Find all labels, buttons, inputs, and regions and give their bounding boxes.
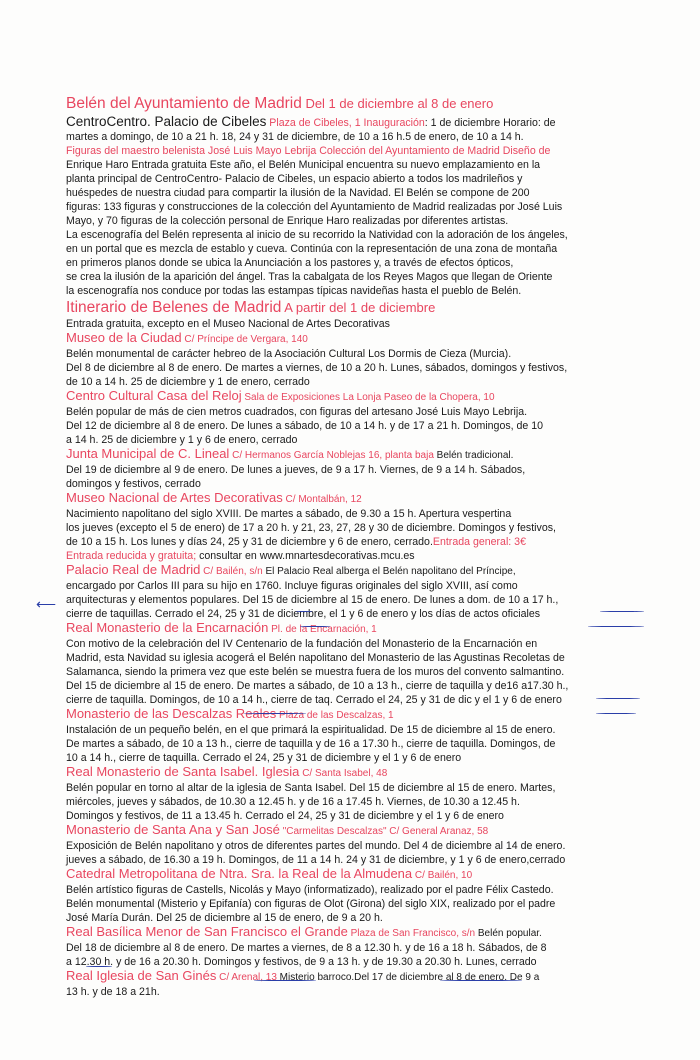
entry-name: Centro Cultural Casa del Reloj bbox=[66, 388, 242, 403]
entry-name: Real Monasterio de la Encarnación bbox=[66, 620, 269, 635]
entry-title-line bbox=[66, 491, 666, 507]
text-line: Enrique Haro Entrada gratuita Este año, el Belén Municipal encuentra su nuevo emplazamiento en la bbox=[66, 159, 541, 171]
text-line: Exposición de Belén napolitano y otros de diferentes partes del mundo. Del 4 de diciembre al 14 de enero. bbox=[66, 840, 566, 852]
text-line: encargado por Carlos III para su hijo en 1760. Incluye figuras originales del siglo XVIII, así como bbox=[66, 580, 518, 592]
entry-name: Palacio Real de Madrid bbox=[66, 562, 201, 577]
entry-name: Junta Municipal de C. Lineal bbox=[66, 446, 230, 461]
text-line: De martes a sábado, de 10 a 13 h., cierre de taquilla y de 16 a 17.30 h., cierre de taquilla. Domingos, de bbox=[66, 738, 556, 750]
text-line: de 10 a 14 h. 25 de diciembre y 1 de enero, cerrado bbox=[66, 376, 310, 388]
text-line: en un portal que es mezcla de establo y cueva. Continúa con la representación de una zona de montaña bbox=[66, 243, 558, 255]
pen-underline bbox=[440, 980, 522, 981]
entry-address: C/ Hermanos García Noblejas 16, planta baja bbox=[229, 450, 434, 461]
entry-address: "Carmelitas Descalzas" C/ General Aranaz, 58 bbox=[279, 826, 489, 837]
text-line: en primeros planos donde se ubica la Anunciación a los pastores y, a través de efectos ópticos, bbox=[66, 257, 514, 269]
pen-arrow-mark: ⟵ bbox=[36, 596, 57, 612]
entry-address: C/ Santa Isabel, 48 bbox=[299, 768, 388, 779]
entry-title-line bbox=[66, 563, 666, 579]
pen-underline bbox=[254, 980, 316, 981]
text-line: José María Durán. Del 25 de diciembre al 15 de enero, de 9 a 20 h. bbox=[66, 912, 383, 924]
text-line-with-price bbox=[66, 535, 666, 549]
entry-almudena bbox=[66, 867, 666, 925]
entry-inline-text: Belén tradicional. bbox=[433, 450, 514, 461]
entry-address: C/ Arenal, 13 bbox=[216, 972, 277, 983]
itinerary-title-line bbox=[66, 298, 666, 317]
entry-title-line bbox=[66, 447, 666, 463]
entry-name: Real Basílica Menor de San Francisco el Grande bbox=[66, 924, 348, 939]
text-line: Salamanca, siendo la primera vez que este belén se muestra fuera de los muros del convento salmantino. bbox=[66, 666, 565, 678]
text-line: jueves a sábado, de 16.30 a 19 h. Domingos, de 11 a 14 h. 24 y 31 de diciembre, y 1 y 6 de enero,cerrado bbox=[66, 854, 566, 866]
text-line: figuras: 133 figuras y construcciones de la colección del Ayuntamiento de Madrid realizadas por José Luis bbox=[66, 201, 563, 213]
section-dates: Del 1 de diciembre al 8 de enero bbox=[301, 96, 494, 111]
text-line: los jueves (excepto el 5 de enero) de 17 a 20 h. y 21, 23, 27, 28 y 30 de diciembre. Domingos y festivos, bbox=[66, 522, 556, 534]
itinerary-note: Entrada gratuita, excepto en el Museo Nacional de Artes Decorativas bbox=[66, 318, 390, 330]
entry-casa-reloj bbox=[66, 389, 666, 447]
text-line: Instalación de un pequeño belén, en el que primará la espiritualidad. De 15 de diciembre al 15 de enero. bbox=[66, 724, 556, 736]
text-line: Belén artístico figuras de Castells, Nicolás y Mayo (informatizado), realizado por el padre Félix Castedo. bbox=[66, 884, 554, 896]
entry-palacio-real bbox=[66, 563, 666, 621]
pen-underline bbox=[300, 626, 330, 627]
document-page bbox=[66, 94, 666, 999]
text-line: domingos y festivos, cerrado bbox=[66, 478, 201, 490]
text-line: Nacimiento napolitano del siglo XVIII. De martes a sábado, de 9.30 a 15 h. Apertura vespertina bbox=[66, 508, 512, 520]
entry-encarnacion bbox=[66, 621, 666, 707]
text-line: miércoles, jueves y sábados, de 10.30 a 12.45 h. y de 16 a 17.45 h. Viernes, de 10.30 a 12.45 h. bbox=[66, 796, 520, 808]
text-line: Mayo, y 70 figuras de la colección personal de Enrique Haro realizadas por diferentes artistas. bbox=[66, 215, 509, 227]
entry-address: Plaza de San Francisco, s/n bbox=[347, 928, 476, 939]
venue-address: Plaza de Cibeles, 1 Inauguración bbox=[266, 117, 425, 129]
entry-title-line bbox=[66, 707, 666, 723]
section-belen-ayuntamiento bbox=[66, 94, 666, 298]
text-line: cierre de taquillas. Cerrado el 24, 25 y 31 de diciembre, el 1 y 6 de enero y los días de actos oficiales bbox=[66, 608, 541, 620]
entry-title-line bbox=[66, 969, 666, 985]
text-line: arquitecturas y elementos populares. Del 15 de diciembre al 15 de enero. De lunes a dom. de 10 a 17 h., bbox=[66, 594, 559, 606]
entry-address: C/ Bailén, s/n bbox=[200, 566, 263, 577]
text-line: Figuras del maestro belenista José Luis Mayo Lebrija Colección del Ayuntamiento de Madrid Diseño de bbox=[66, 145, 551, 157]
text-line: Del 15 de diciembre al 15 de enero. De martes a sábado, de 10 a 13 h., cierre de taquilla y de16 a17.30 h., bbox=[66, 680, 569, 692]
entry-artes-decorativas bbox=[66, 491, 666, 563]
entry-museo-ciudad bbox=[66, 331, 666, 389]
website-text: consultar en www.mnartesdecorativas.mcu.es bbox=[196, 550, 415, 562]
text-line: la escenografía nos conduce por todas las estampas típicas navideñas hasta el pueblo de Belén. bbox=[66, 285, 522, 297]
text-line: se crea la ilusión de la aparición del ángel. Tras la cabalgata de los Reyes Magos que llegan de Oriente bbox=[66, 271, 553, 283]
text-line: Belén monumental de carácter hebreo de la Asociación Cultural Los Dormis de Cieza (Murcia). bbox=[66, 348, 512, 360]
entry-name: Museo Nacional de Artes Decorativas bbox=[66, 490, 283, 505]
pen-underline bbox=[296, 611, 312, 612]
itinerary-header bbox=[66, 298, 666, 331]
pen-underline bbox=[588, 626, 644, 627]
price-reduced: Entrada reducida y gratuita; bbox=[66, 550, 197, 562]
entry-name: Monasterio de Santa Ana y San José bbox=[66, 822, 280, 837]
text-line: Belén popular de más de cien metros cuadrados, con figuras del artesano José Luis Mayo Lebrija. bbox=[66, 406, 528, 418]
text-line: planta principal de CentroCentro- Palacio de Cibeles, un espacio abierto a todos los madrileños y bbox=[66, 173, 523, 185]
text-line: Del 8 de diciembre al 8 de enero. De martes a viernes, de 10 a 20 h. Lunes, sábados, domingos y festivos, bbox=[66, 362, 568, 374]
itinerary-dates: A partir del 1 de diciembre bbox=[281, 300, 436, 315]
text-line: Domingos y festivos, de 11 a 13.45 h. Cerrado el 24, 25 y 31 de diciembre y el 1 y 6 de enero bbox=[66, 810, 504, 822]
text-line: Belén popular en torno al altar de la iglesia de Santa Isabel. Del 15 de diciembre al 15 de enero. Martes, bbox=[66, 782, 556, 794]
entry-inline-text: Misterio barroco.Del 17 de diciembre al 8 de enero. De 9 a bbox=[276, 972, 540, 983]
text-line: Con motivo de la celebración del IV Centenario de la fundación del Monasterio de la Encarnación en bbox=[66, 638, 538, 650]
entry-title-line bbox=[66, 925, 666, 941]
entry-title-line bbox=[66, 331, 666, 347]
text-line: Belén monumental (Misterio y Epifanía) con figuras de Olot (Girona) del siglo XIX, realizado por el padre bbox=[66, 898, 556, 910]
pen-underline bbox=[596, 698, 640, 699]
text-line: a 14 h. 25 de diciembre y 1 y 6 de enero, cerrado bbox=[66, 434, 298, 446]
entry-san-gines bbox=[66, 969, 666, 999]
text-line: martes a domingo, de 10 a 21 h. 18, 24 y 31 de diciembre, de 10 a 16 h.5 de enero, de 10 a 14 h. bbox=[66, 131, 524, 143]
text-line: : 1 de diciembre Horario: de bbox=[424, 117, 556, 129]
text-line: huéspedes de nuestra ciudad para compartir la ilusión de la Navidad. El Belén se compone de 200 bbox=[66, 187, 530, 199]
text-line-reduced bbox=[66, 549, 666, 563]
text-line: Del 18 de diciembre al 8 de enero. De martes a viernes, de 8 a 12.30 h. y de 16 a 18 h. Sábados, de 8 bbox=[66, 942, 547, 954]
entry-descalzas-reales bbox=[66, 707, 666, 765]
entry-inline-text: Belén popular. bbox=[475, 928, 542, 939]
venue-name: CentroCentro. Palacio de Cibeles bbox=[66, 114, 267, 129]
text-segment: de 10 a 15 h. Los lunes y días 24, 25 y 31 de diciembre y 6 de enero, cerrado. bbox=[66, 536, 433, 548]
venue-line bbox=[66, 113, 666, 130]
entry-name: Real Iglesia de San Ginés bbox=[66, 968, 217, 983]
entry-santa-isabel bbox=[66, 765, 666, 823]
section-title: Belén del Ayuntamiento de Madrid bbox=[66, 95, 302, 112]
entry-name: Real Monasterio de Santa Isabel. Iglesia bbox=[66, 764, 300, 779]
entry-title-line bbox=[66, 389, 666, 405]
pen-underline bbox=[600, 611, 644, 612]
section-title-line bbox=[66, 94, 666, 113]
text-line: La escenografía del Belén representa al inicio de su recorrido la Natividad con la adoración de los ángeles, bbox=[66, 229, 568, 241]
text-line: Del 12 de diciembre al 8 de enero. De lunes a sábado, de 10 a 14 h. y de 17 a 21 h. Domingos, de 10 bbox=[66, 420, 544, 432]
pen-underline bbox=[596, 713, 636, 714]
entry-address: C/ Montalbán, 12 bbox=[282, 494, 362, 505]
text-line: 13 h. y de 18 a 21h. bbox=[66, 986, 160, 998]
entry-inline-text: El Palacio Real alberga el Belén napolitano del Príncipe, bbox=[262, 566, 516, 577]
text-line: cierre de taquilla. Domingos, de 10 a 14 h., cierre de taq. Cerrado el 24, 25 y 31 de dic y el 1 y 6 de enero bbox=[66, 694, 562, 706]
entry-title-line bbox=[66, 823, 666, 839]
itinerary-title: Itinerario de Belenes de Madrid bbox=[66, 299, 282, 316]
text-line: a 12.30 h. y de 16 a 20.30 h. Domingos y festivos, de 9 a 13 h. y de 19.30 a 20.30 h. Lunes, cerrado bbox=[66, 956, 537, 968]
entry-title-line bbox=[66, 621, 666, 637]
entry-address: Plaza de las Descalzas, 1 bbox=[276, 710, 394, 721]
entry-address: Sala de Exposiciones La Lonja Paseo de la Chopera, 10 bbox=[241, 392, 495, 403]
text-line: 10 a 14 h., cierre de taquilla. Cerrado el 24, 25 y 31 de diciembre y el 1 y 6 de enero bbox=[66, 752, 462, 764]
entry-name: Monasterio de las Descalzas Reales bbox=[66, 706, 277, 721]
text-line: Del 19 de diciembre al 9 de enero. De lunes a jueves, de 9 a 17 h. Viernes, de 9 a 14 h. Sábados, bbox=[66, 464, 526, 476]
text-line: Madrid, esta Navidad su iglesia acogerá el Belén napolitano del Monasterio de las Agustinas Recoletas de bbox=[66, 652, 565, 664]
entry-address: C/ Príncipe de Vergara, 140 bbox=[181, 334, 308, 345]
entry-name: Catedral Metropolitana de Ntra. Sra. la Real de la Almudena bbox=[66, 866, 413, 881]
entry-title-line bbox=[66, 765, 666, 781]
pen-underline bbox=[244, 713, 306, 714]
price-general: Entrada general: 3€ bbox=[432, 536, 526, 548]
entry-santa-ana bbox=[66, 823, 666, 867]
entry-san-francisco bbox=[66, 925, 666, 969]
entry-title-line bbox=[66, 867, 666, 883]
entry-address: Pl. de la Encarnación, 1 bbox=[268, 624, 377, 635]
entry-name: Museo de la Ciudad bbox=[66, 330, 182, 345]
entry-junta-lineal bbox=[66, 447, 666, 491]
entry-address: C/ Bailén, 10 bbox=[412, 870, 473, 881]
